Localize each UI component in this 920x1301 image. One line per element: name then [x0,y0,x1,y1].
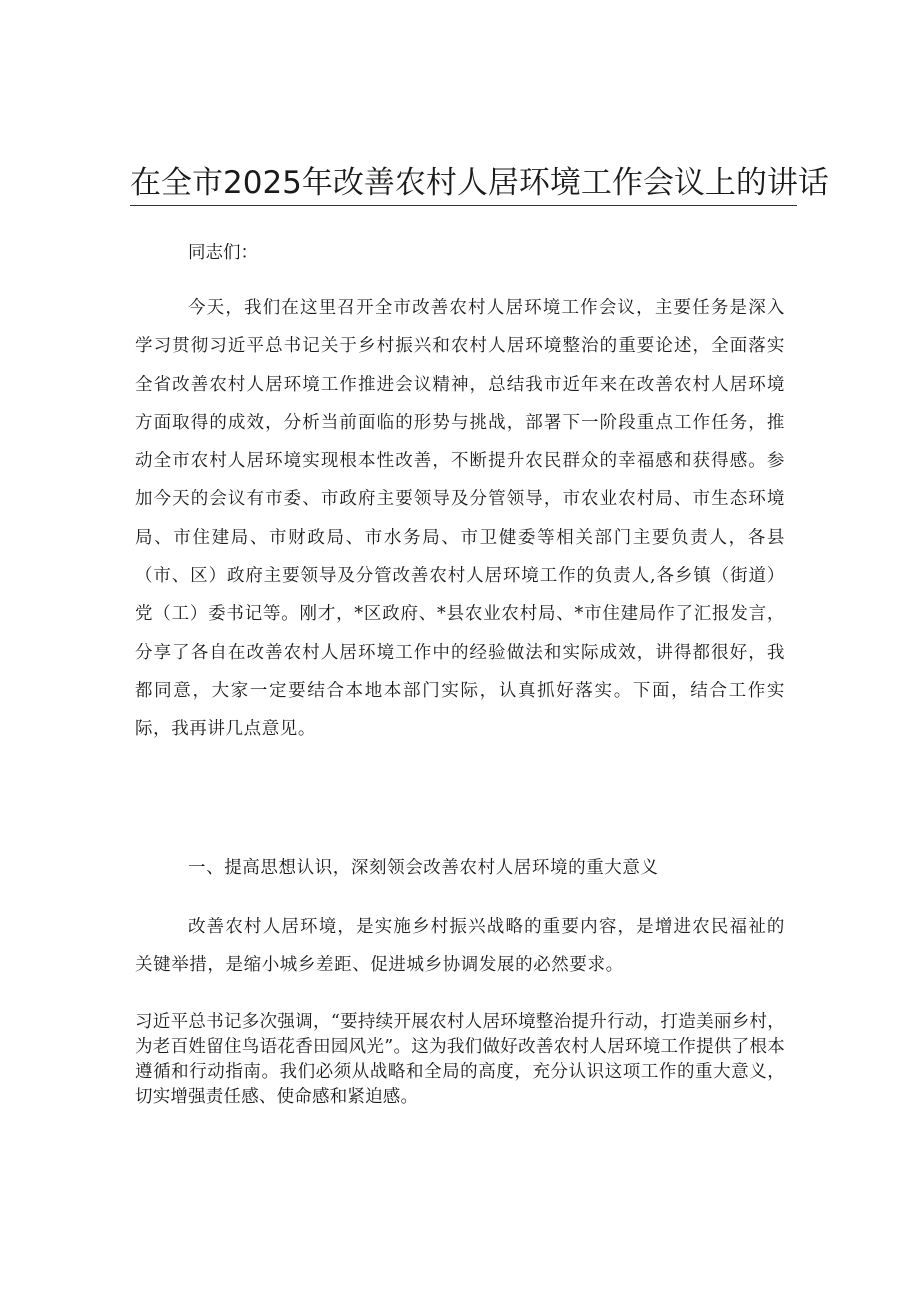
title-underline [130,205,797,206]
intro-paragraph: 今天，我们在这里召开全市改善农村人居环境工作会议，主要任务是深入学习贯彻习近平总书记关于乡村振兴和农村人居环境整治的重要论述，全面落实全省改善农村人居环境工作推进会议精神，总结我市近年来在改善农村人居环境方面取得的成效，分析当前面临的形势与挑战，部署下一阶段重点工作任务，推动全市农村人居环境实现根本性改善，不断提升农民群众的幸福感和获得感。参加今天的会议有市委、市政府主要领导及分管领导，市农业农村局、市生态环境局、市住建局、市财政局、市水务局、市卫健委等相关部门主要负责人，各县（市、区）政府主要领导及分管改善农村人居环境工作的负责人,各乡镇（街道）党（工）委书记等。刚才，*区政府、*县农业农村局、*市住建局作了汇报发言，分享了各自在改善农村人居环境工作中的经验做法和实际成效，讲得都很好，我都同意，大家一定要结合本地本部门实际，认真抓好落实。下面，结合工作实际，我再讲几点意见。 [135,298,785,740]
salutation: 同志们： [188,243,258,263]
section-heading-1: 一、提高思想认识，深刻领会改善农村人居环境的重大意义 [188,858,659,878]
section1-quote-paragraph: 习近平总书记多次强调，“要持续开展农村人居环境整治提升行动，打造美丽乡村，为老百姓留住鸟语花香田园风光”。这为我们做好改善农村人居环境工作提供了根本遵循和行动指南。我们必须从战略和全局的高度，充分认识这项工作的重大意义，切实增强责任感、使命感和紧迫感。 [135,1012,785,1107]
document-title: 在全市2025年改善农村人居环境工作会议上的讲话 [130,165,829,201]
section1-paragraph: 改善农村人居环境，是实施乡村振兴战略的重要内容，是增进农民福祉的关键举措，是缩小城乡差距、促进城乡协调发展的必然要求。 [135,917,785,976]
